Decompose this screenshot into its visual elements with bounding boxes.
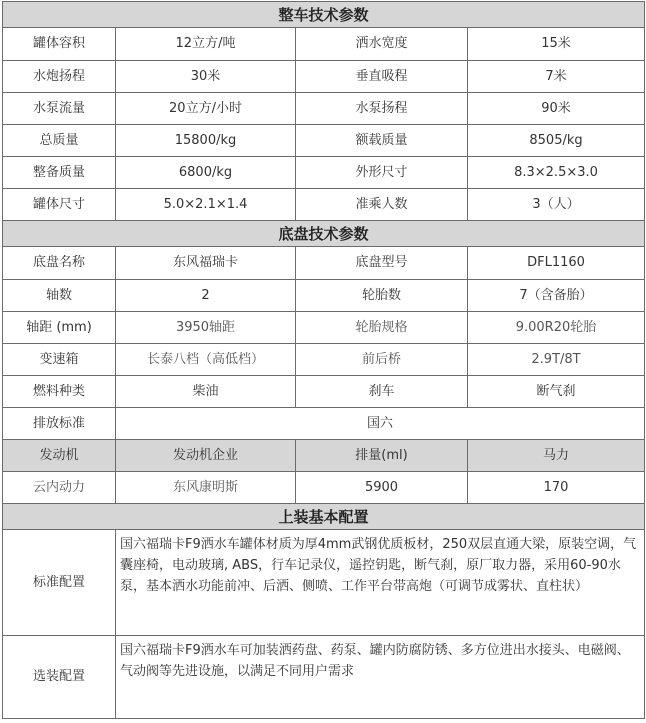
engine-header-row — [3, 440, 645, 472]
spec-value: 2 — [116, 280, 296, 312]
spec-value: 断气刹 — [468, 376, 645, 408]
config-label: 选装配置 — [3, 636, 116, 719]
spec-label: 底盘名称 — [3, 247, 116, 280]
table-row — [3, 344, 645, 376]
engine-header-cell: 排量(ml) — [296, 440, 468, 472]
spec-value: 20立方/小时 — [116, 93, 296, 125]
spec-label: 外形尺寸 — [296, 157, 468, 189]
spec-value: 15米 — [468, 28, 645, 61]
config-text: 国六福瑞卡F9洒水车可加装洒药盘、药泵、罐内防腐防锈、多方位进出水接头、电磁阀、气动阀等先进设施，以满足不同用户需求 — [116, 636, 645, 719]
table-row — [3, 376, 645, 408]
engine-header-cell: 马力 — [468, 440, 645, 472]
section-title-chassis: 底盘技术参数 — [3, 221, 645, 247]
config-label: 标准配置 — [3, 530, 116, 636]
spec-label: 轮胎规格 — [296, 312, 468, 344]
table-row — [3, 61, 645, 93]
table-row — [3, 189, 645, 221]
spec-value: 15800/kg — [116, 125, 296, 157]
spec-label: 轴距 (mm) — [3, 312, 116, 344]
table-row-emission — [3, 408, 645, 440]
spec-label: 刹车 — [296, 376, 468, 408]
table-row — [3, 312, 645, 344]
engine-header-cell: 发动机企业 — [116, 440, 296, 472]
spec-value: 2.9T/8T — [468, 344, 645, 376]
spec-value: 国六 — [116, 408, 645, 440]
table-row — [3, 280, 645, 312]
table-row — [3, 93, 645, 125]
spec-value: 30米 — [116, 61, 296, 93]
spec-value: DFL1160 — [468, 247, 645, 280]
spec-label: 前后桥 — [296, 344, 468, 376]
spec-label: 燃料种类 — [3, 376, 116, 408]
spec-label: 准乘人数 — [296, 189, 468, 221]
engine-header-cell: 发动机 — [3, 440, 116, 472]
table-row — [3, 157, 645, 189]
config-row-optional — [3, 636, 645, 719]
spec-value: 90米 — [468, 93, 645, 125]
spec-label: 整备质量 — [3, 157, 116, 189]
spec-value: 东风福瑞卡 — [116, 247, 296, 280]
spec-label: 轮胎数 — [296, 280, 468, 312]
spec-label: 额载质量 — [296, 125, 468, 157]
table-row — [3, 28, 645, 61]
engine-row — [3, 472, 645, 504]
spec-label: 水泵流量 — [3, 93, 116, 125]
spec-label: 轴数 — [3, 280, 116, 312]
spec-table — [2, 1, 645, 719]
config-text: 国六福瑞卡F9洒水车罐体材质为厚4mm武钢优质板材，250双层直通大梁，原装空调，气囊座椅，电动玻璃, ABS，行车记录仪，遥控钥匙，断气刹，原厂取力器，采用60-90水泵，基本洒水功能前冲、后洒、侧喷、工作平台带高炮（可调节成雾状、直柱状） — [116, 530, 645, 636]
spec-label: 洒水宽度 — [296, 28, 468, 61]
spec-value: 6800/kg — [116, 157, 296, 189]
spec-value: 5.0×2.1×1.4 — [116, 189, 296, 221]
config-row-standard — [3, 530, 645, 636]
spec-value: 柴油 — [116, 376, 296, 408]
table-row — [3, 125, 645, 157]
spec-value: 8505/kg — [468, 125, 645, 157]
spec-value: 9.00R20轮胎 — [468, 312, 645, 344]
spec-label: 水炮扬程 — [3, 61, 116, 93]
spec-label: 变速箱 — [3, 344, 116, 376]
spec-value: 3（人） — [468, 189, 645, 221]
spec-value: 7米 — [468, 61, 645, 93]
spec-label: 水泵扬程 — [296, 93, 468, 125]
spec-value: 7（含备胎） — [468, 280, 645, 312]
spec-label: 排放标准 — [3, 408, 116, 440]
spec-label: 总质量 — [3, 125, 116, 157]
spec-value: 12立方/吨 — [116, 28, 296, 61]
spec-label: 底盘型号 — [296, 247, 468, 280]
engine-cell: 云内动力 — [3, 472, 116, 504]
engine-cell: 东风康明斯 — [116, 472, 296, 504]
section-title-vehicle: 整车技术参数 — [3, 2, 645, 28]
section-header-config — [3, 504, 645, 530]
engine-cell: 170 — [468, 472, 645, 504]
spec-value: 长泰八档（高低档） — [116, 344, 296, 376]
engine-cell: 5900 — [296, 472, 468, 504]
section-header-vehicle — [3, 2, 645, 28]
spec-label: 罐体容积 — [3, 28, 116, 61]
spec-value: 8.3×2.5×3.0 — [468, 157, 645, 189]
section-header-chassis — [3, 221, 645, 247]
table-row — [3, 247, 645, 280]
spec-label: 垂直吸程 — [296, 61, 468, 93]
spec-label: 罐体尺寸 — [3, 189, 116, 221]
spec-value: 3950轴距 — [116, 312, 296, 344]
section-title-config: 上装基本配置 — [3, 504, 645, 530]
